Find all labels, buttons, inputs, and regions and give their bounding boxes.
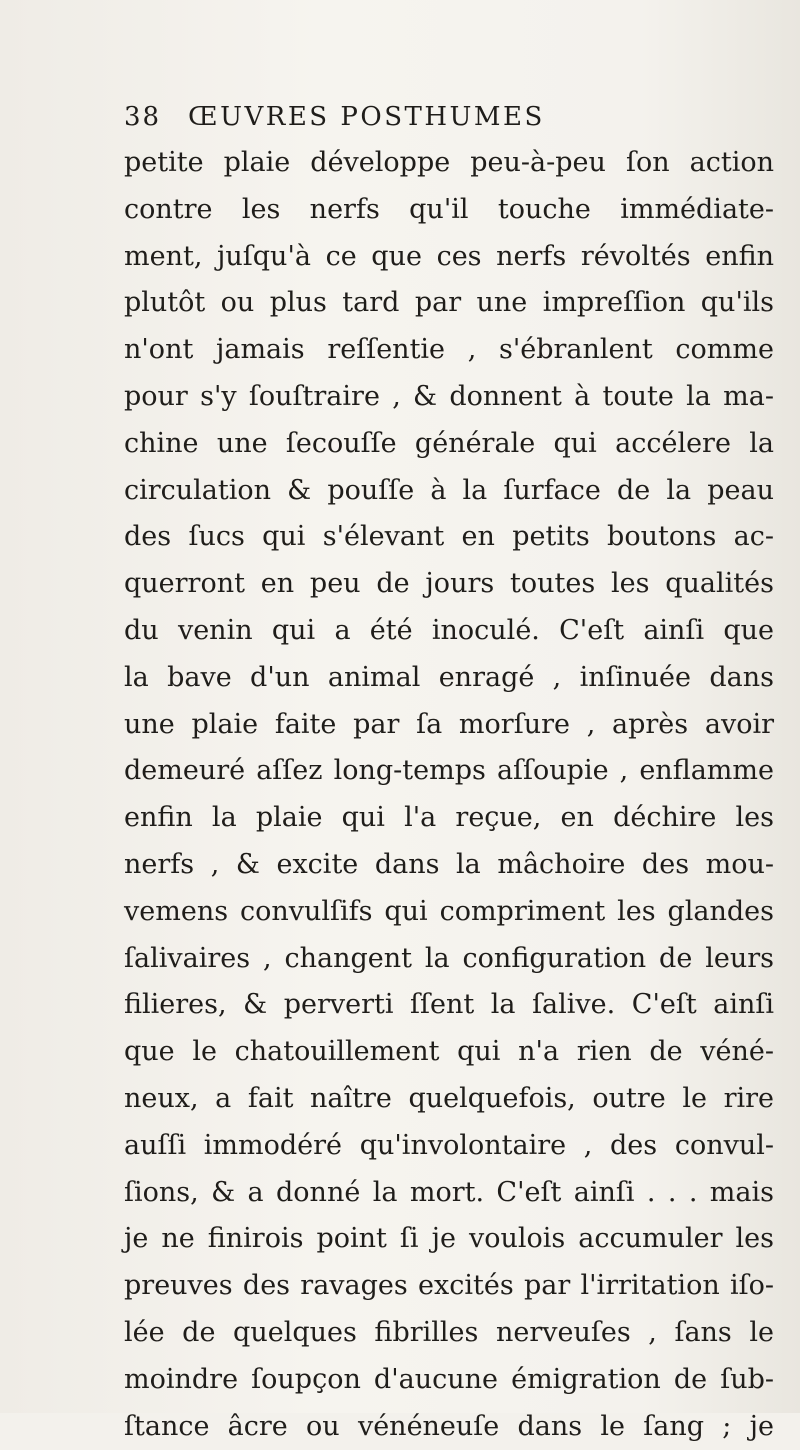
text-line: enfin la plaie qui l'a reçue, en déchire les [124,802,774,834]
running-title: ŒUVRES POSTHUMES [188,102,545,132]
running-head [124,97,724,137]
text-line: contre les nerfs qu'il touche immédiate- [124,193,774,225]
text-line: que le chatouillement qui n'a rien de véné- [124,1036,774,1068]
body-text [124,140,774,1450]
text-line: je ne finirois point ſi je voulois accumuler les [124,1223,774,1255]
text-line: pour s'y ſouſtraire , & donnent à toute la ma- [124,380,774,412]
text-line: n'ont jamais reſſentie , s'ébranlent comme [124,334,774,366]
text-line: ment, juſqu'à ce que ces nerfs révoltés enfin [124,240,774,272]
text-line: ſions, & a donné la mort. C'eſt ainſi . . . mais [124,1176,774,1208]
text-line: demeuré aſſez long-temps aſſoupie , enflamme [124,755,774,787]
text-line: querront en peu de jours toutes les qualités [124,568,774,600]
text-line: preuves des ravages excités par l'irritation iſo- [124,1270,774,1302]
text-line: circulation & pouſſe à la ſurface de la peau [124,474,774,506]
text-line: chine une ſecouſſe générale qui accélere la [124,427,774,459]
text-line: des ſucs qui s'élevant en petits boutons ac- [124,521,774,553]
text-line: lée de quelques fibrilles nerveuſes , ſans le [124,1316,774,1348]
page-number: 38 [124,102,162,132]
text-line: vemens convulſifs qui compriment les glandes [124,895,774,927]
text-line: moindre ſoupçon d'aucune émigration de ſub- [124,1363,774,1395]
text-line: la bave d'un animal enragé , inſinuée dans [124,661,774,693]
text-line: ſtance âcre ou vénéneuſe dans le ſang ; je [124,1410,774,1442]
text-line: du venin qui a été inoculé. C'eſt ainſi que [124,614,774,646]
text-line: auſſi immodéré qu'involontaire , des convul- [124,1129,774,1161]
text-line: plutôt ou plus tard par une impreſſion qu'ils [124,287,774,319]
text-line: neux, a fait naître quelquefois, outre le rire [124,1082,774,1114]
text-line: nerfs , & excite dans la mâchoire des mou- [124,848,774,880]
text-line: petite plaie développe peu-à-peu ſon action [124,147,774,178]
text-line: filieres, & perverti ſſent la ſalive. C'eſt ainſi [124,989,774,1021]
text-line: une plaie faite par ſa morſure , après avoir [124,708,774,740]
text-line: ſalivaires , changent la configuration de leurs [124,942,774,974]
